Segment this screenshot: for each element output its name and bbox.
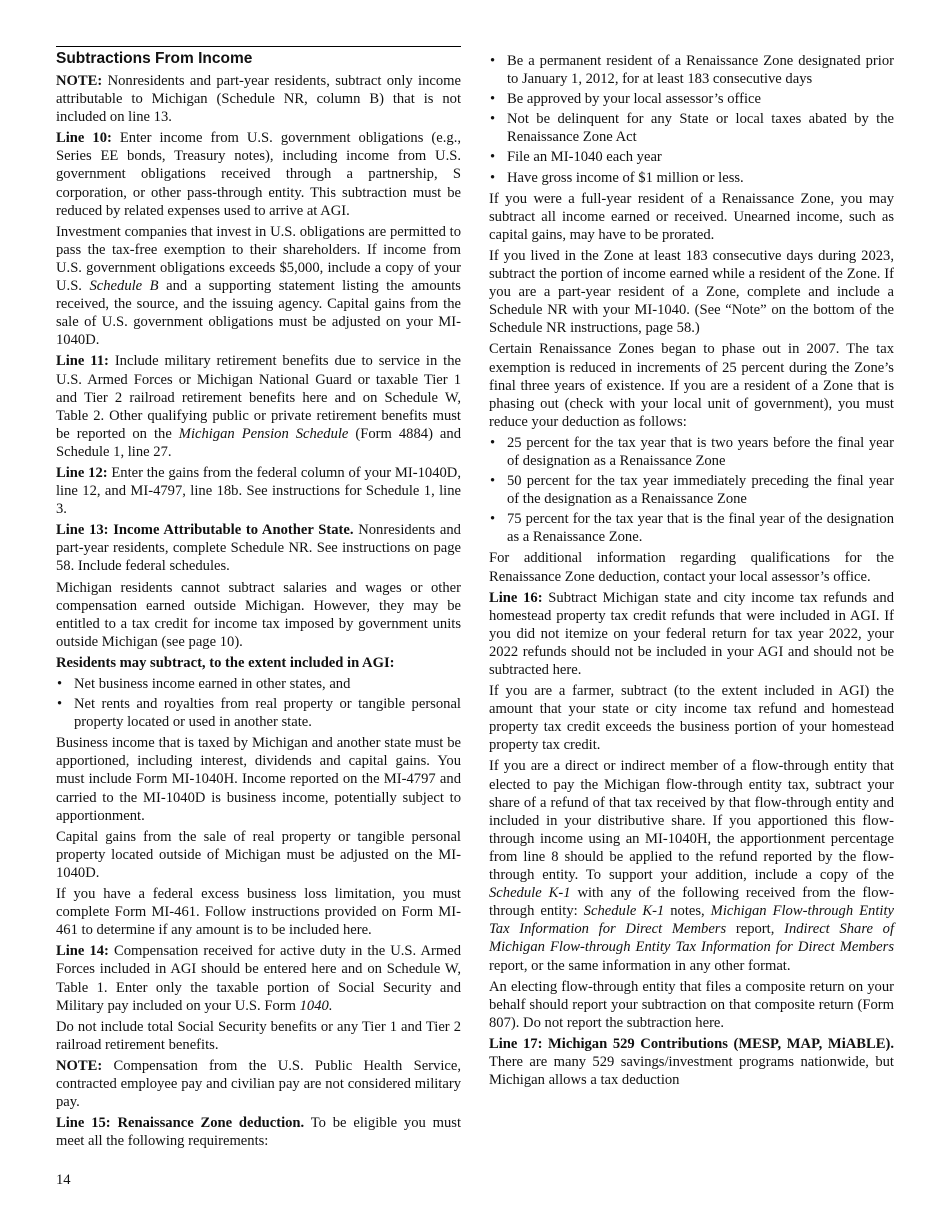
list-item: • File an MI-1040 each year (489, 148, 894, 166)
list-item: • Not be delinquent for any State or local taxes abated by the Renaissance Zone Act (489, 110, 894, 146)
farmer-paragraph: If you are a farmer, subtract (to the extent included in AGI) the amount that your state or city income tax refund and homestead property tax credit exceeds the business portion of your homestead property tax credit. (489, 683, 894, 754)
excess-loss-paragraph: If you have a federal excess business loss limitation, you must complete Form MI-461. Follow instructions provided on Form MI-461 to determine if any amount is to be included here. (56, 886, 461, 939)
line-13-paragraph: Line 13: Income Attributable to Another State. Nonresidents and part-year residents, complete Schedule NR. See instructions on page 58. Include federal schedules. (56, 522, 461, 575)
list-item: • 75 percent for the tax year that is the final year of the designation as a Renaissance Zone. (489, 510, 894, 546)
note-paragraph: NOTE: Nonresidents and part-year residents, subtract only income attributable to Michigan (Schedule NR, column B) that is not included on line 13. (56, 73, 461, 126)
line-14-paragraph: Line 14: Compensation received for active duty in the U.S. Armed Forces included in AGI should be entered here and on Schedule W, Table 1. Enter only the taxable portion of Social Security and Military pay included on your U.S. Form 1040. (56, 943, 461, 1014)
list-item: • Be a permanent resident of a Renaissance Zone designated prior to January 1, 2012, for at least 183 consecutive days (489, 52, 894, 88)
left-column (56, 46, 461, 1153)
list-item: • Net rents and royalties from real property or tangible personal property located or used in another state. (56, 695, 461, 731)
full-year-paragraph: If you were a full-year resident of a Renaissance Zone, you may subtract all income earned or received. Unearned income, such as capital gains, may have to be prorated. (489, 190, 894, 243)
investment-companies-paragraph: Investment companies that invest in U.S. obligations are permitted to pass the tax-free exemption to their shareholders. If income from U.S. government obligations exceeds $5,000, include a copy of your U.S. Schedule B and a supporting statement listing the amounts received, the source, and the issuing agency. Capital gains from the sale of U.S. government obligations must be adjusted on your MI-1040D. (56, 223, 461, 349)
list-item: • 50 percent for the tax year immediately preceding the final year of the designation as a Renaissance Zone (489, 472, 894, 508)
flow-through-paragraph: If you are a direct or indirect member of a flow-through entity that elected to pay the Michigan flow-through entity tax, subtract your share of a refund of that tax received by that flow-through entity and included in your distributive share. If you apportioned this flow-through income using an MI-1040H, the apportionment percentage from line 8 should be applied to the refund reported by the flow-through entity. To support your addition, include a copy of the Schedule K-1 with any of the following received from the flow-through entity: Schedule K-1 notes, Michigan Flow-through Entity Tax Information for Direct Members report, Indirect Share of Michigan Flow-through Entity Tax Information for Direct Members report, or the same information in any other format. (489, 758, 894, 974)
line-10-paragraph: Line 10: Enter income from U.S. government obligations (e.g., Series EE bonds, Treasury notes), including income from U.S. government obligations received through a partnership, S corporation, or other pass-through entity. This subtraction must be reduced by related expenses used to arrive at AGI. (56, 130, 462, 219)
michigan-residents-paragraph: Michigan residents cannot subtract salaries and wages or other compensation earned outside Michigan. However, they may be entitled to a tax credit for income tax imposed by government units outside Michigan (see page 10). (56, 579, 461, 650)
residents-list (56, 675, 461, 731)
phase-out-paragraph: Certain Renaissance Zones began to phase out in 2007. The tax exemption is reduced in increments of 25 percent during the Zone’s final three years of existence. If you are a resident of a Zone that is phasing out (check with your local unit of government), you must reduce your deduction as follows: (489, 341, 894, 430)
additional-info-paragraph: For additional information regarding qualifications for the Renaissance Zone deduction, contact your local assessor’s office. (489, 550, 894, 585)
section-title: Subtractions From Income (56, 46, 461, 68)
list-item: • 25 percent for the tax year that is two years before the final year of designation as a Renaissance Zone (489, 434, 894, 470)
line-15-paragraph: Line 15: Renaissance Zone deduction. To be eligible you must meet all the following requirements: (56, 1115, 461, 1150)
requirements-list (489, 52, 894, 187)
note-paragraph: NOTE: Compensation from the U.S. Public Health Service, contracted employee pay and civilian pay are not considered military pay. (56, 1057, 461, 1111)
page-number: 14 (56, 1172, 71, 1188)
right-column (489, 52, 894, 1092)
line-12-paragraph: Line 12: Enter the gains from the federal column of your MI-1040D, line 12, and MI-4797, line 18b. See instructions for Schedule 1, line 3. (56, 464, 461, 518)
line-17-paragraph: Line 17: Michigan 529 Contributions (MESP, MAP, MiABLE). There are many 529 savings/investment programs nationwide, but Michigan allows a tax deduction (489, 1035, 894, 1089)
residents-subtract-heading: Residents may subtract, to the extent included in AGI: (56, 654, 395, 671)
line-16-paragraph: Line 16: Subtract Michigan state and city income tax refunds and homestead property tax credit refunds that were included in AGI. If you did not itemize on your federal return for tax year 2022, your 2022 refunds should not be included in your AGI and should not be subtracted here. (489, 589, 894, 678)
lived-zone-paragraph: If you lived in the Zone at least 183 consecutive days during 2023, subtract the portion of income earned while a resident of the Zone. If you are a part-year resident of a Zone, complete and include a Schedule NR with your MI-1040. (See “Note” on the bottom of the Schedule NR instructions, page 58.) (489, 247, 894, 337)
social-security-paragraph: Do not include total Social Security benefits or any Tier 1 and Tier 2 railroad retirement benefits. (56, 1018, 461, 1053)
list-item: • Net business income earned in other states, and (56, 675, 461, 693)
composite-return-paragraph: An electing flow-through entity that files a composite return on your behalf should report your subtraction on that composite return (Form 807). Do not report the subtraction here. (489, 978, 894, 1031)
capital-gains-paragraph: Capital gains from the sale of real property or tangible personal property located outside of Michigan must be adjusted on the MI-1040D. (56, 828, 461, 881)
list-item: • Be approved by your local assessor’s office (489, 90, 894, 108)
line-11-paragraph: Line 11: Include military retirement benefits due to service in the U.S. Armed Forces or Michigan National Guard or taxable Tier 1 and Tier 2 railroad retirement benefits here and on Schedule W, Table 2. Other qualifying public or private retirement benefits must be reported on the Michigan Pension Schedule (Form 4884) and Schedule 1, line 27. (56, 353, 461, 460)
phase-out-list (489, 434, 894, 547)
list-item: • Have gross income of $1 million or less. (489, 169, 894, 187)
business-income-paragraph: Business income that is taxed by Michigan and another state must be apportioned, including interest, dividends and capital gains. You must include Form MI-1040H. Income reported on the MI-4797 and carried to the MI-1040D is business income, potentially subject to apportionment. (56, 735, 461, 824)
